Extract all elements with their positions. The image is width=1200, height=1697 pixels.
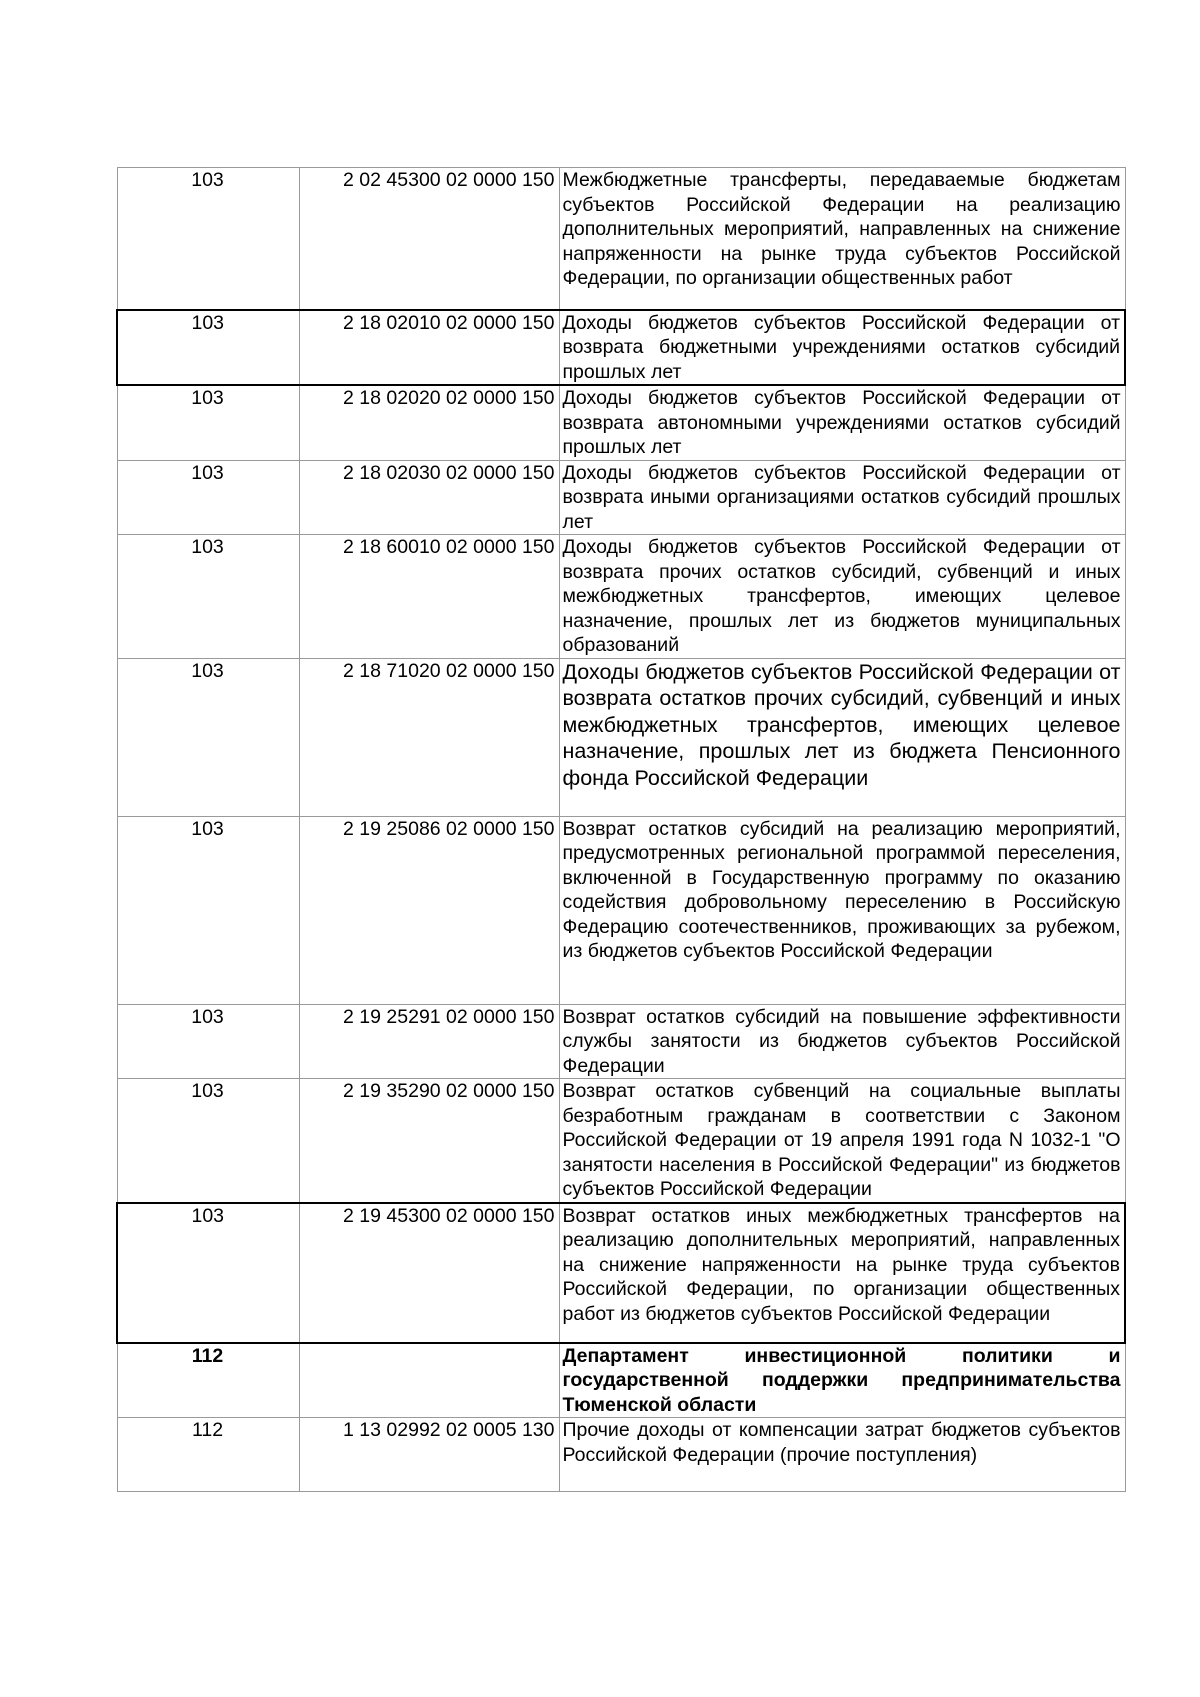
table-row (117, 385, 1125, 460)
table-row (117, 1203, 1125, 1343)
admin-code-cell: 103 (117, 1203, 299, 1343)
budget-code-cell: 2 18 02010 02 0000 150 (299, 310, 559, 386)
revenue-name-cell: Доходы бюджетов субъектов Российской Федерации от возврата остатков прочих субсидий, субвенций и иных межбюджетных трансфертов, имеющих целевое назначение, прошлых лет из бюджета Пенсионного фонда Российской Федерации (559, 658, 1125, 816)
table-row (117, 1418, 1125, 1492)
revenue-name-cell: Прочие доходы от компенсации затрат бюджетов субъектов Российской Федерации (прочие поступления) (559, 1418, 1125, 1492)
admin-code-cell: 103 (117, 816, 299, 1004)
revenue-name-cell: Возврат остатков иных межбюджетных трансфертов на реализацию дополнительных мероприятий, направленных на снижение напряженности на рынке труда субъектов Российской Федерации, по организации общественных работ из бюджетов субъектов Российской Федерации (559, 1203, 1125, 1343)
table-row (117, 816, 1125, 1004)
budget-code-cell: 2 19 25291 02 0000 150 (299, 1004, 559, 1079)
admin-code-cell: 103 (117, 385, 299, 460)
admin-code-cell: 103 (117, 535, 299, 659)
budget-code-cell: 2 19 45300 02 0000 150 (299, 1203, 559, 1343)
budget-code-cell: 1 13 02992 02 0005 130 (299, 1418, 559, 1492)
revenue-name-cell: Доходы бюджетов субъектов Российской Федерации от возврата иными организациями остатков субсидий прошлых лет (559, 460, 1125, 535)
revenue-name-cell: Возврат остатков субвенций на социальные выплаты безработным гражданам в соответствии с Законом Российской Федерации от 19 апреля 1991 года N 1032-1 "О занятости населения в Российской Федерации" из бюджетов субъектов Российской Федерации (559, 1079, 1125, 1203)
table-row (117, 460, 1125, 535)
table-row (117, 168, 1125, 310)
admin-code-cell: 103 (117, 1004, 299, 1079)
admin-code-cell: 103 (117, 168, 299, 310)
budget-code-cell: 2 18 02020 02 0000 150 (299, 385, 559, 460)
admin-code-cell: 103 (117, 310, 299, 386)
table-row (117, 1343, 1125, 1418)
table-row (117, 658, 1125, 816)
budget-code-cell (299, 1343, 559, 1418)
admin-code-cell: 103 (117, 1079, 299, 1203)
revenue-name-cell: Доходы бюджетов субъектов Российской Федерации от возврата прочих остатков субсидий, субвенций и иных межбюджетных трансфертов, имеющих целевое назначение, прошлых лет из бюджетов муниципальных образований (559, 535, 1125, 659)
budget-code-cell: 2 19 35290 02 0000 150 (299, 1079, 559, 1203)
admin-code-cell: 112 (117, 1418, 299, 1492)
revenue-codes-table (116, 167, 1126, 1492)
admin-code-cell: 103 (117, 460, 299, 535)
budget-code-cell: 2 02 45300 02 0000 150 (299, 168, 559, 310)
department-name-cell: Департамент инвестиционной политики и государственной поддержки предпринимательства Тюменской области (559, 1343, 1125, 1418)
revenue-name-cell: Доходы бюджетов субъектов Российской Федерации от возврата автономными учреждениями остатков субсидий прошлых лет (559, 385, 1125, 460)
budget-code-cell: 2 18 02030 02 0000 150 (299, 460, 559, 535)
budget-code-cell: 2 19 25086 02 0000 150 (299, 816, 559, 1004)
revenue-name-cell: Доходы бюджетов субъектов Российской Федерации от возврата бюджетными учреждениями остатков субсидий прошлых лет (559, 310, 1125, 386)
revenue-name-cell: Межбюджетные трансферты, передаваемые бюджетам субъектов Российской Федерации на реализацию дополнительных мероприятий, направленных на снижение напряженности на рынке труда субъектов Российской Федерации, по организации общественных работ (559, 168, 1125, 310)
table-row (117, 535, 1125, 659)
table-row (117, 1004, 1125, 1079)
budget-code-cell: 2 18 71020 02 0000 150 (299, 658, 559, 816)
table-row (117, 1079, 1125, 1203)
revenue-name-cell: Возврат остатков субсидий на повышение эффективности службы занятости из бюджетов субъектов Российской Федерации (559, 1004, 1125, 1079)
revenue-name-cell: Возврат остатков субсидий на реализацию мероприятий, предусмотренных региональной программой переселения, включенной в Государственную программу по оказанию содействия добровольному переселению в Российскую Федерацию соотечественников, проживающих за рубежом, из бюджетов субъектов Российской Федерации (559, 816, 1125, 1004)
admin-code-cell: 103 (117, 658, 299, 816)
admin-code-cell: 112 (117, 1343, 299, 1418)
budget-code-cell: 2 18 60010 02 0000 150 (299, 535, 559, 659)
table-row (117, 310, 1125, 386)
